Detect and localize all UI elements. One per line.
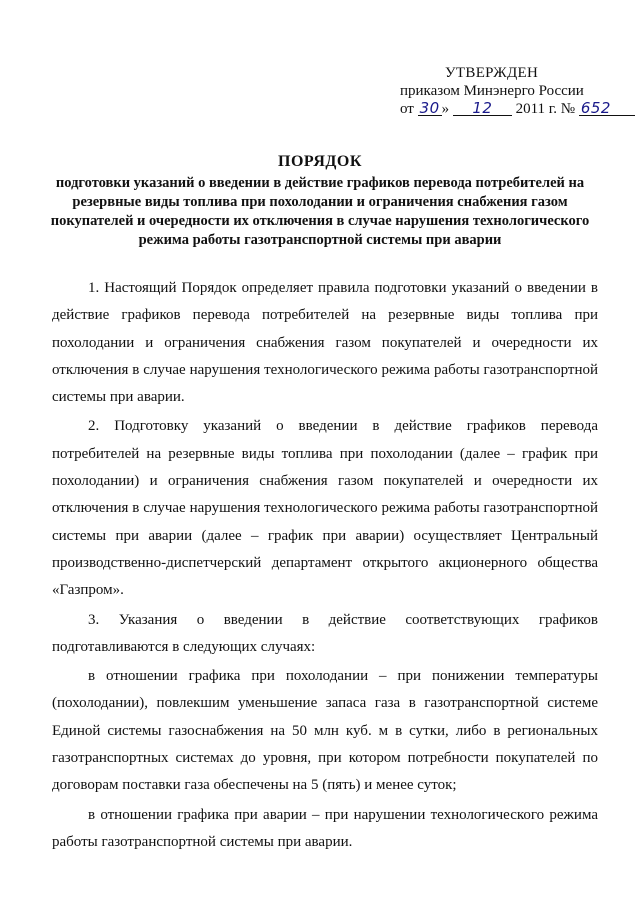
paragraph-1: 1. Настоящий Порядок определяет правила подготовки указаний о введении в действие графиков перевода потребителей на резервные виды топлива при похолодании и ограничения снабжения газом покупателей и очередности их отключения в случае нарушения технологического режима работы газотранспортной системы при аварии. xyxy=(52,280,598,406)
paragraph-3b: в отношении графика при аварии – при нарушении технологического режима работы газотранспортной системы при аварии. xyxy=(52,806,598,850)
handwritten-order-number: 652 xyxy=(579,101,635,116)
approval-stamp xyxy=(400,64,620,118)
document-heading xyxy=(40,152,600,250)
approval-title: УТВЕРЖДЕН xyxy=(445,65,539,81)
paragraph-3: 3. Указания о введении в действие соответствующих графиков подготавливаются в следующих случаях: xyxy=(52,611,598,655)
document-body xyxy=(52,275,598,856)
date-prefix: от xyxy=(400,101,414,117)
document-title: ПОРЯДОК xyxy=(278,153,362,170)
approval-authority: приказом Минэнерго России xyxy=(400,83,584,99)
year-and-number-label: 2011 г. № xyxy=(515,101,576,117)
approval-date-line: от 30 » 12 2011 г. № 652 xyxy=(400,100,620,118)
paragraph-2: 2. Подготовку указаний о введении в действие графиков перевода потребителей на резервные виды топлива при похолодании (далее – график при похолодании) и ограничения снабжения газом покупателей и очередности их отключения в случае нарушения технологического режима работы газотранспортной системы при аварии (далее – график при аварии) осуществляет Центральный производственно-диспетчерский департамент открытого акционерного общества «Газпром». xyxy=(52,418,598,599)
handwritten-month: 12 xyxy=(453,101,512,116)
handwritten-day: 30 xyxy=(419,99,440,117)
paragraph-3a: в отношении графика при похолодании – при понижении температуры (похолодании), повлекшим уменьшение запаса газа в газотранспортной системе Единой системы газоснабжения на 50 млн куб. м в сутки, либо в региональных газотранспортных системах до уровня, при котором потребности покупателей по договорам поставки газа обеспечены на 5 (пять) и менее суток; xyxy=(52,668,598,794)
document-subtitle: подготовки указаний о введении в действие графиков перевода потребителей на резервные виды топлива при похолодании и ограничения снабжения газом покупателей и очередности их отключения в случае нарушения технологического режима работы газотранспортной системы при аварии xyxy=(50,175,590,248)
